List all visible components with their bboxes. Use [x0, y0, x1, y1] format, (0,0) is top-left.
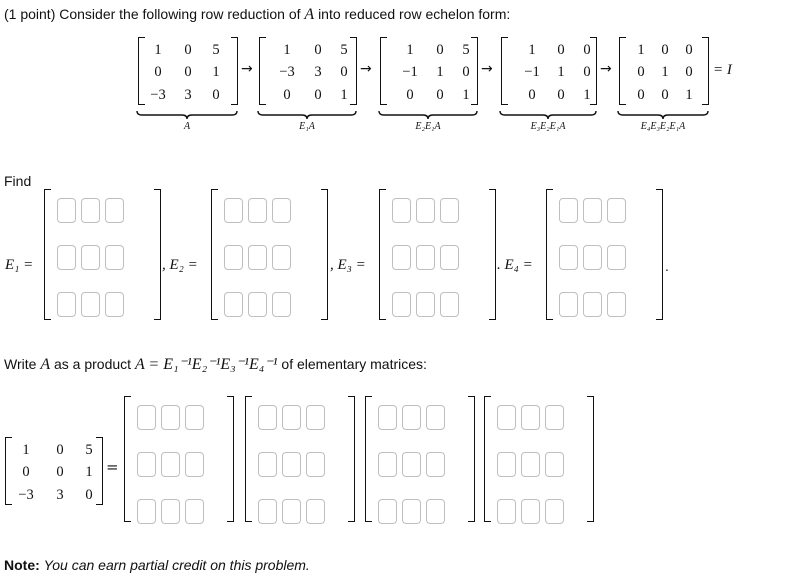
equals-sign: = [106, 458, 119, 476]
inverse-e1-entry-r3c2[interactable] [161, 499, 180, 524]
reduction-label-1: A [183, 121, 191, 132]
matrix-entry: 1 [462, 87, 470, 103]
arrow-icon: → [481, 61, 493, 77]
inverse-e2-entry-r1c1[interactable] [258, 405, 277, 430]
e2-entry-r3c2[interactable] [248, 292, 267, 317]
reduction-matrix-2 [259, 37, 357, 105]
matrix-bracket-right [321, 189, 328, 320]
e2-entry-r3c3[interactable] [272, 292, 291, 317]
arrow-icon: → [241, 61, 253, 77]
product-text-before: Write [4, 356, 37, 372]
reduction-matrix-3 [380, 37, 478, 105]
e1-entry-r3c1[interactable] [57, 292, 76, 317]
matrix-entry: 0 [436, 42, 444, 58]
matrix-bracket-left [44, 189, 51, 320]
matrix-bracket-right [227, 396, 234, 522]
e2-entry-r2c3[interactable] [272, 245, 291, 270]
matrix-entry: 0 [56, 464, 64, 480]
matrix-entry: 3 [184, 87, 192, 103]
underbrace [499, 110, 597, 120]
matrix-entry: 1 [637, 42, 645, 58]
intro-text-end: into reduced row echelon form: [318, 6, 511, 22]
note-bold: Note: [4, 557, 40, 573]
matrix-entry: 1 [154, 42, 162, 58]
inverse-e1-entry-r3c1[interactable] [137, 499, 156, 524]
matrix-entry: 0 [583, 64, 591, 80]
matrix-entry: 0 [685, 64, 693, 80]
matrix-entry: 0 [154, 64, 162, 80]
matrix-entry: 3 [56, 487, 64, 503]
problem-statement [4, 6, 510, 24]
e2-entry-r2c1[interactable] [224, 245, 243, 270]
matrix-entry: −3 [279, 64, 295, 80]
inverse-e3-entry-r1c1[interactable] [378, 405, 397, 430]
inverse-e2-entry-r2c2[interactable] [282, 452, 301, 477]
e1-entry-r1c1[interactable] [57, 198, 76, 223]
matrix-bracket-left [546, 189, 553, 320]
e3-entry-r3c1[interactable] [392, 292, 411, 317]
note-text: You can earn partial credit on this problem. [43, 557, 310, 573]
matrix-entry: 0 [314, 87, 322, 103]
inverse-e3-entry-r2c3[interactable] [426, 452, 445, 477]
matrix-entry: 3 [314, 64, 322, 80]
reduction-label-2: E₁A [299, 121, 315, 132]
matrix-entry: 0 [184, 64, 192, 80]
inverse-e4-entry-r1c1[interactable] [497, 405, 516, 430]
matrix-bracket-right [587, 396, 594, 522]
inverse-e4-entry-r3c1[interactable] [497, 499, 516, 524]
e2-entry-r2c2[interactable] [248, 245, 267, 270]
matrix-entry: 5 [85, 442, 93, 458]
elementary-matrix-label-4: . E₄ = [497, 257, 533, 273]
intro-text: Consider the following row reduction of [59, 6, 301, 22]
inverse-e4-entry-r3c3[interactable] [545, 499, 564, 524]
matrix-entry: −1 [524, 64, 540, 80]
reduction-label-3: E₂E₁A [415, 121, 441, 132]
matrix-entry: 1 [557, 64, 565, 80]
matrix-bracket-right [468, 396, 475, 522]
e1-entry-r3c2[interactable] [81, 292, 100, 317]
matrix-entry: 0 [212, 87, 220, 103]
matrix-entry: 0 [583, 42, 591, 58]
matrix-bracket-left [379, 189, 386, 320]
matrix-entry: 1 [85, 464, 93, 480]
matrix-entry: 0 [436, 87, 444, 103]
matrix-entry: 1 [436, 64, 444, 80]
matrix-entry: 0 [184, 42, 192, 58]
inverse-e1-entry-r3c3[interactable] [185, 499, 204, 524]
inverse-e1-entry-r1c2[interactable] [161, 405, 180, 430]
inverse-e4-entry-r3c2[interactable] [521, 499, 540, 524]
matrix-entry: 0 [406, 87, 414, 103]
matrix-entry: 1 [528, 42, 536, 58]
e2-entry-r1c2[interactable] [248, 198, 267, 223]
var-a: A [304, 6, 315, 23]
underbrace [378, 110, 478, 120]
e4-entry-r3c3[interactable] [607, 292, 626, 317]
e4-entry-r2c3[interactable] [607, 245, 626, 270]
inverse-e2-entry-r2c3[interactable] [306, 452, 325, 477]
lhs-matrix-a [5, 437, 103, 505]
matrix-entry: 5 [462, 42, 470, 58]
matrix-entry: 0 [661, 87, 669, 103]
matrix-entry: 1 [583, 87, 591, 103]
elementary-matrix-label-3: , E₃ = [330, 257, 366, 273]
matrix-entry: 1 [661, 64, 669, 80]
inverse-e4-entry-r2c2[interactable] [521, 452, 540, 477]
inverse-e1-entry-r1c3[interactable] [185, 405, 204, 430]
product-formula: A = E₁⁻¹E₂⁻¹E₃⁻¹E₄⁻¹ [134, 356, 278, 373]
matrix-bracket-right [154, 189, 161, 320]
matrix-bracket-left [245, 396, 252, 522]
e4-entry-r3c2[interactable] [583, 292, 602, 317]
matrix-bracket-right [656, 189, 663, 320]
e1-entry-r3c3[interactable] [105, 292, 124, 317]
product-text-mid: as a product [53, 356, 132, 372]
inverse-e1-entry-r2c2[interactable] [161, 452, 180, 477]
arrow-icon: → [600, 61, 612, 77]
matrix-entry: −1 [402, 64, 418, 80]
e3-entry-r2c3[interactable] [440, 245, 459, 270]
inverse-e4-entry-r1c3[interactable] [545, 405, 564, 430]
reduction-matrix-4 [501, 37, 597, 105]
matrix-entry: 0 [85, 487, 93, 503]
inverse-e4-entry-r2c1[interactable] [497, 452, 516, 477]
equals-identity: = I [713, 62, 732, 78]
e3-entry-r1c3[interactable] [440, 198, 459, 223]
inverse-e4-entry-r1c2[interactable] [521, 405, 540, 430]
e3-entry-r2c1[interactable] [392, 245, 411, 270]
e4-entry-r1c2[interactable] [583, 198, 602, 223]
e4-entry-r2c1[interactable] [559, 245, 578, 270]
reduction-label-5: E₄E₃E₂E₁A [640, 121, 686, 132]
e3-entry-r3c3[interactable] [440, 292, 459, 317]
matrix-entry: 0 [462, 64, 470, 80]
e4-entry-r2c2[interactable] [583, 245, 602, 270]
inverse-e2-entry-r3c3[interactable] [306, 499, 325, 524]
elementary-matrix-label-1: E₁ = [5, 257, 34, 273]
matrix-bracket-right [489, 189, 496, 320]
e1-entry-r2c2[interactable] [81, 245, 100, 270]
e4-entry-r1c3[interactable] [607, 198, 626, 223]
matrix-entry: 1 [212, 64, 220, 80]
inverse-e3-entry-r3c2[interactable] [402, 499, 421, 524]
reduction-matrix-5 [619, 37, 709, 105]
matrix-entry: 1 [685, 87, 693, 103]
matrix-entry: 5 [212, 42, 220, 58]
e1-entry-r2c1[interactable] [57, 245, 76, 270]
matrix-entry: 0 [557, 87, 565, 103]
end-period: . [665, 258, 669, 274]
matrix-entry: 0 [637, 87, 645, 103]
arrow-icon: → [360, 61, 372, 77]
inverse-e3-entry-r3c3[interactable] [426, 499, 445, 524]
matrix-entry: 1 [283, 42, 291, 58]
matrix-entry: −3 [18, 487, 34, 503]
inverse-e3-entry-r1c2[interactable] [402, 405, 421, 430]
matrix-entry: 0 [283, 87, 291, 103]
product-instruction [4, 354, 427, 374]
product-text-after: of elementary matrices: [281, 356, 427, 372]
e2-entry-r1c3[interactable] [272, 198, 291, 223]
e2-entry-r3c1[interactable] [224, 292, 243, 317]
reduction-matrix-1 [138, 37, 238, 105]
var-a-product: A [40, 356, 51, 373]
inverse-e3-entry-r2c2[interactable] [402, 452, 421, 477]
inverse-e2-entry-r3c2[interactable] [282, 499, 301, 524]
underbrace [617, 110, 709, 120]
inverse-e3-entry-r1c3[interactable] [426, 405, 445, 430]
matrix-entry: 0 [557, 42, 565, 58]
e3-entry-r3c2[interactable] [416, 292, 435, 317]
inverse-e2-entry-r1c2[interactable] [282, 405, 301, 430]
matrix-bracket-left [365, 396, 372, 522]
matrix-entry: 0 [340, 64, 348, 80]
matrix-entry: −3 [150, 87, 166, 103]
matrix-entry: 1 [22, 442, 30, 458]
inverse-e3-entry-r2c1[interactable] [378, 452, 397, 477]
e1-entry-r1c3[interactable] [105, 198, 124, 223]
reduction-label-4: E₃E₂E₁A [530, 121, 566, 132]
inverse-e4-entry-r2c3[interactable] [545, 452, 564, 477]
matrix-entry: 0 [661, 42, 669, 58]
e4-entry-r3c1[interactable] [559, 292, 578, 317]
matrix-entry: 0 [314, 42, 322, 58]
e3-entry-r1c1[interactable] [392, 198, 411, 223]
matrix-entry: 0 [56, 442, 64, 458]
e3-entry-r2c2[interactable] [416, 245, 435, 270]
underbrace [136, 110, 238, 120]
find-label: Find [4, 173, 32, 189]
inverse-e1-entry-r2c3[interactable] [185, 452, 204, 477]
inverse-e3-entry-r3c1[interactable] [378, 499, 397, 524]
e4-entry-r1c1[interactable] [559, 198, 578, 223]
inverse-e2-entry-r2c1[interactable] [258, 452, 277, 477]
matrix-entry: 5 [340, 42, 348, 58]
matrix-bracket-left [211, 189, 218, 320]
matrix-bracket-left [124, 396, 131, 522]
e1-entry-r2c3[interactable] [105, 245, 124, 270]
inverse-e2-entry-r1c3[interactable] [306, 405, 325, 430]
matrix-entry: 1 [340, 87, 348, 103]
matrix-bracket-right [348, 396, 355, 522]
e1-entry-r1c2[interactable] [81, 198, 100, 223]
e2-entry-r1c1[interactable] [224, 198, 243, 223]
matrix-entry: 1 [406, 42, 414, 58]
matrix-entry: 0 [685, 42, 693, 58]
inverse-e2-entry-r3c1[interactable] [258, 499, 277, 524]
matrix-entry: 0 [22, 464, 30, 480]
e3-entry-r1c2[interactable] [416, 198, 435, 223]
elementary-matrix-label-2: , E₂ = [162, 257, 198, 273]
inverse-e1-entry-r2c1[interactable] [137, 452, 156, 477]
inverse-e1-entry-r1c1[interactable] [137, 405, 156, 430]
points-label: (1 point) [4, 6, 56, 22]
matrix-entry: 0 [528, 87, 536, 103]
matrix-bracket-left [484, 396, 491, 522]
matrix-entry: 0 [637, 64, 645, 80]
underbrace [257, 110, 357, 120]
